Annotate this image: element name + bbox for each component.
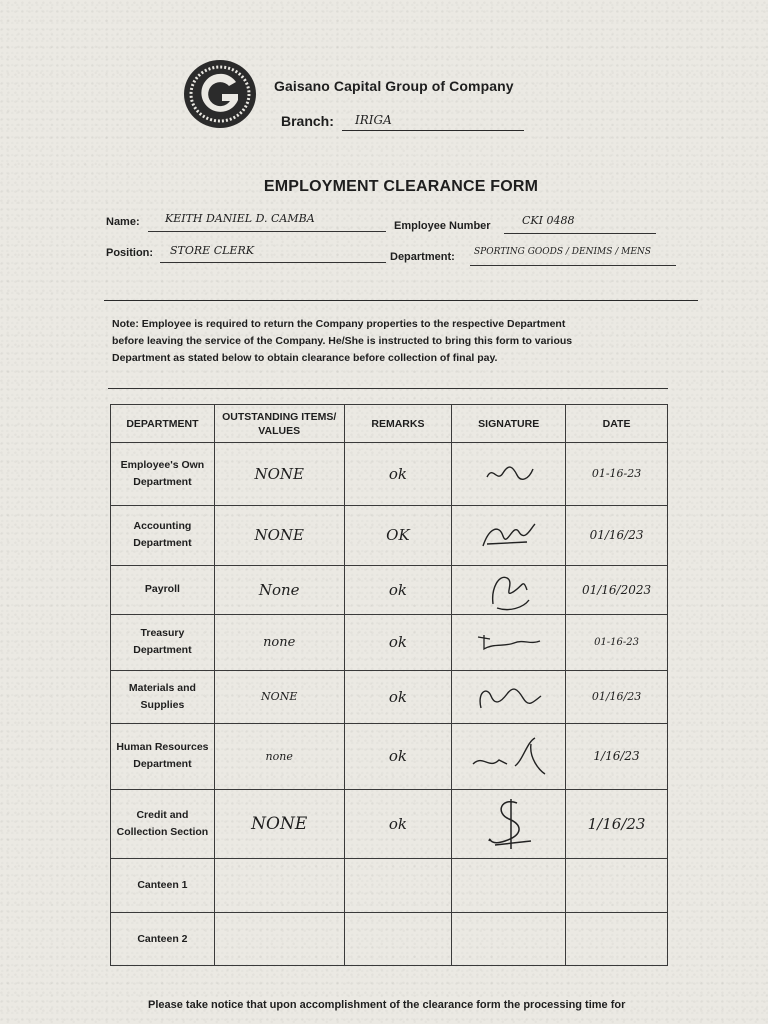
table-header-row — [111, 405, 668, 443]
row-items: NONE — [214, 790, 344, 859]
department-line — [470, 265, 676, 266]
row-department: Canteen 1 — [111, 858, 215, 913]
header-date: DATE — [566, 405, 668, 443]
table-row — [111, 614, 668, 671]
row-date — [566, 858, 668, 913]
table-row — [111, 913, 668, 966]
row-department: Payroll — [111, 566, 215, 614]
row-date: 01/16/23 — [566, 505, 668, 566]
row-date: 01-16-23 — [566, 443, 668, 506]
header-remarks: REMARKS — [344, 405, 452, 443]
row-items — [214, 913, 344, 966]
row-department: Credit and Collection Section — [111, 790, 215, 859]
row-signature — [452, 790, 566, 859]
row-remarks: OK — [344, 505, 452, 566]
name-label: Name: — [106, 216, 140, 228]
row-remarks: ok — [344, 671, 452, 724]
row-items: NONE — [214, 505, 344, 566]
row-remarks: ok — [344, 790, 452, 859]
signature-mark — [473, 682, 545, 712]
employee-number-value: CKI 0488 — [522, 214, 575, 227]
signature-mark — [483, 568, 535, 612]
table-row — [111, 858, 668, 913]
table-row — [111, 443, 668, 506]
signature-mark — [474, 631, 544, 653]
form-title — [0, 178, 768, 196]
row-signature — [452, 913, 566, 966]
table-row — [111, 671, 668, 724]
employee-number-label: Employee Number — [394, 220, 491, 232]
row-items: NONE — [214, 443, 344, 506]
table-row — [111, 566, 668, 614]
row-department: Canteen 2 — [111, 913, 215, 966]
header-department: DEPARTMENT — [111, 405, 215, 443]
row-department: Accounting Department — [111, 505, 215, 566]
signature-mark — [481, 795, 537, 853]
department-label: Department: — [390, 251, 455, 263]
signature-mark — [469, 734, 549, 778]
row-remarks: ok — [344, 723, 452, 790]
row-signature — [452, 614, 566, 671]
row-department: Human Resources Department — [111, 723, 215, 790]
row-signature — [452, 671, 566, 724]
row-date — [566, 913, 668, 966]
row-items: none — [214, 614, 344, 671]
note-underline — [108, 388, 668, 389]
name-value: KEITH DANIEL D. CAMBA — [165, 212, 315, 225]
signature-mark — [479, 461, 539, 487]
row-items: None — [214, 566, 344, 614]
row-items: none — [214, 723, 344, 790]
row-remarks — [344, 913, 452, 966]
row-remarks: ok — [344, 566, 452, 614]
clearance-table — [110, 404, 668, 966]
row-items: NONE — [214, 671, 344, 724]
row-date: 01/16/2023 — [566, 566, 668, 614]
branch-value: IRIGA — [355, 113, 392, 127]
employee-number-line — [504, 233, 656, 234]
row-department: Employee's Own Department — [111, 443, 215, 506]
department-value: SPORTING GOODS / DENIMS / MENS — [474, 247, 651, 257]
name-line — [148, 231, 386, 232]
footer-note: Please take notice that upon accomplishment of the clearance form the processing time for — [148, 999, 626, 1011]
row-signature — [452, 443, 566, 506]
signature-mark — [477, 518, 541, 552]
company-logo — [182, 58, 258, 130]
table-row — [111, 505, 668, 566]
form-title-text: EMPLOYMENT CLEARANCE FORM — [263, 178, 539, 195]
branch-line — [342, 130, 524, 131]
row-signature — [452, 723, 566, 790]
section-divider — [104, 300, 698, 301]
branch-label: Branch: — [281, 113, 334, 129]
row-remarks: ok — [344, 443, 452, 506]
table-row — [111, 723, 668, 790]
row-signature — [452, 566, 566, 614]
row-date: 01-16-23 — [566, 614, 668, 671]
header-signature: SIGNATURE — [452, 405, 566, 443]
row-remarks — [344, 858, 452, 913]
instruction-note: Note: Employee is required to return the Company properties to the respective Department before leaving the service of the Company. He/She is instructed to bring this form to various Department as stated below to obtain clearance before collection of final pay. — [112, 318, 573, 364]
row-signature — [452, 505, 566, 566]
position-value: STORE CLERK — [170, 244, 254, 257]
row-date: 1/16/23 — [566, 723, 668, 790]
row-remarks: ok — [344, 614, 452, 671]
row-date: 1/16/23 — [566, 790, 668, 859]
company-name: Gaisano Capital Group of Company — [274, 78, 514, 94]
row-department: Treasury Department — [111, 614, 215, 671]
position-line — [160, 262, 386, 263]
row-date: 01/16/23 — [566, 671, 668, 724]
row-department: Materials and Supplies — [111, 671, 215, 724]
row-items — [214, 858, 344, 913]
table-row — [111, 790, 668, 859]
position-label: Position: — [106, 247, 154, 259]
header-outstanding-items: OUTSTANDING ITEMS/ VALUES — [214, 405, 344, 443]
row-signature — [452, 858, 566, 913]
